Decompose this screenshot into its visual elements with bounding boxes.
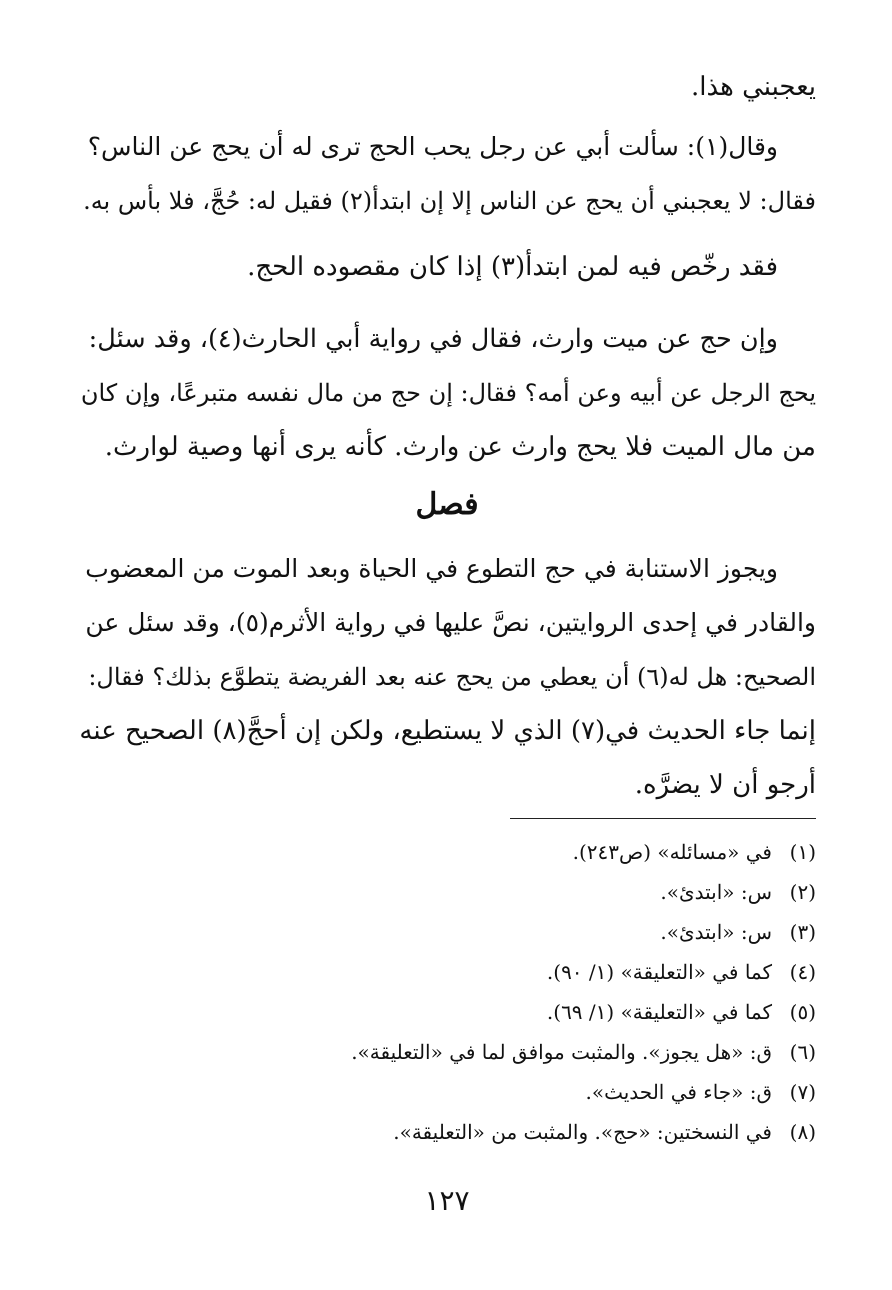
text-line: فقال: لا يعجبني أن يحج عن الناس إلا إن ابتدأ(٢) فقيل له: حُجَّ، فلا بأس به. — [83, 187, 816, 215]
footnote-number: (٧) — [789, 1080, 816, 1104]
footnote-number: (٣) — [789, 920, 816, 944]
footnote — [78, 874, 816, 910]
footnote-text: في النسختين: «حج». والمثبت من «التعليقة». — [393, 1120, 772, 1144]
text-line: فقد رخّص فيه لمن ابتدأ(٣) إذا كان مقصوده الحج. — [247, 252, 778, 282]
footnote — [78, 994, 816, 1030]
footnote-text: ق: «هل يجوز». والمثبت موافق لما في «التعليقة». — [351, 1040, 772, 1064]
text-line: والقادر في إحدى الروايتين، نصَّ عليها في رواية الأثرم(٥)، وقد سئل عن — [85, 608, 816, 637]
footnote — [78, 954, 816, 990]
footnote-number: (١) — [789, 840, 816, 864]
footnote — [78, 1074, 816, 1110]
footnote-number: (٨) — [789, 1120, 816, 1144]
text-line: يعجبني هذا. — [690, 72, 816, 102]
text-line: وإن حج عن ميت وارث، فقال في رواية أبي الحارث(٤)، وقد سئل: — [88, 324, 778, 354]
footnote — [78, 834, 816, 870]
footnote-number: (٤) — [789, 960, 816, 984]
footnote — [78, 1114, 816, 1150]
section-heading: فصل — [415, 487, 479, 522]
footnote — [78, 1034, 816, 1070]
footnote-divider — [510, 818, 816, 819]
footnote-text: س: «ابتدئ». — [660, 920, 772, 944]
page-number: ١٢٧ — [424, 1184, 470, 1217]
text-line: الصحيح: هل له(٦) أن يعطي من يحج عنه بعد الفريضة يتطوَّع بذلك؟ فقال: — [88, 663, 816, 691]
text-line: من مال الميت فلا يحج وارث عن وارث. كأنه يرى أنها وصية لوارث. — [104, 432, 816, 462]
footnote-text: كما في «التعليقة» (١/ ٦٩). — [546, 1000, 772, 1024]
footnote-text: كما في «التعليقة» (١/ ٩٠). — [546, 960, 772, 984]
text-line: وقال(١): سألت أبي عن رجل يحب الحج ترى له أن يحج عن الناس؟ — [87, 132, 778, 161]
text-line: ويجوز الاستنابة في حج التطوع في الحياة وبعد الموت من المعضوب — [85, 554, 778, 583]
text-line: إنما جاء الحديث في(٧) الذي لا يستطيع، ولكن إن أحجَّ(٨) الصحيح عنه — [79, 716, 816, 746]
text-line: يحج الرجل عن أبيه وعن أمه؟ فقال: إن حج من مال نفسه متبرعًا، وإن كان — [80, 379, 816, 407]
footnote-text: في «مسائله» (ص٢٤٣). — [572, 840, 772, 864]
footnote-text: ق: «جاء في الحديث». — [585, 1080, 772, 1104]
page-content — [78, 62, 816, 1262]
footnote-number: (٢) — [789, 880, 816, 904]
footnote-text: س: «ابتدئ». — [660, 880, 772, 904]
footnote — [78, 914, 816, 950]
footnote-number: (٦) — [789, 1040, 816, 1064]
text-line: أرجو أن لا يضرَّه. — [634, 770, 816, 800]
footnote-number: (٥) — [789, 1000, 816, 1024]
